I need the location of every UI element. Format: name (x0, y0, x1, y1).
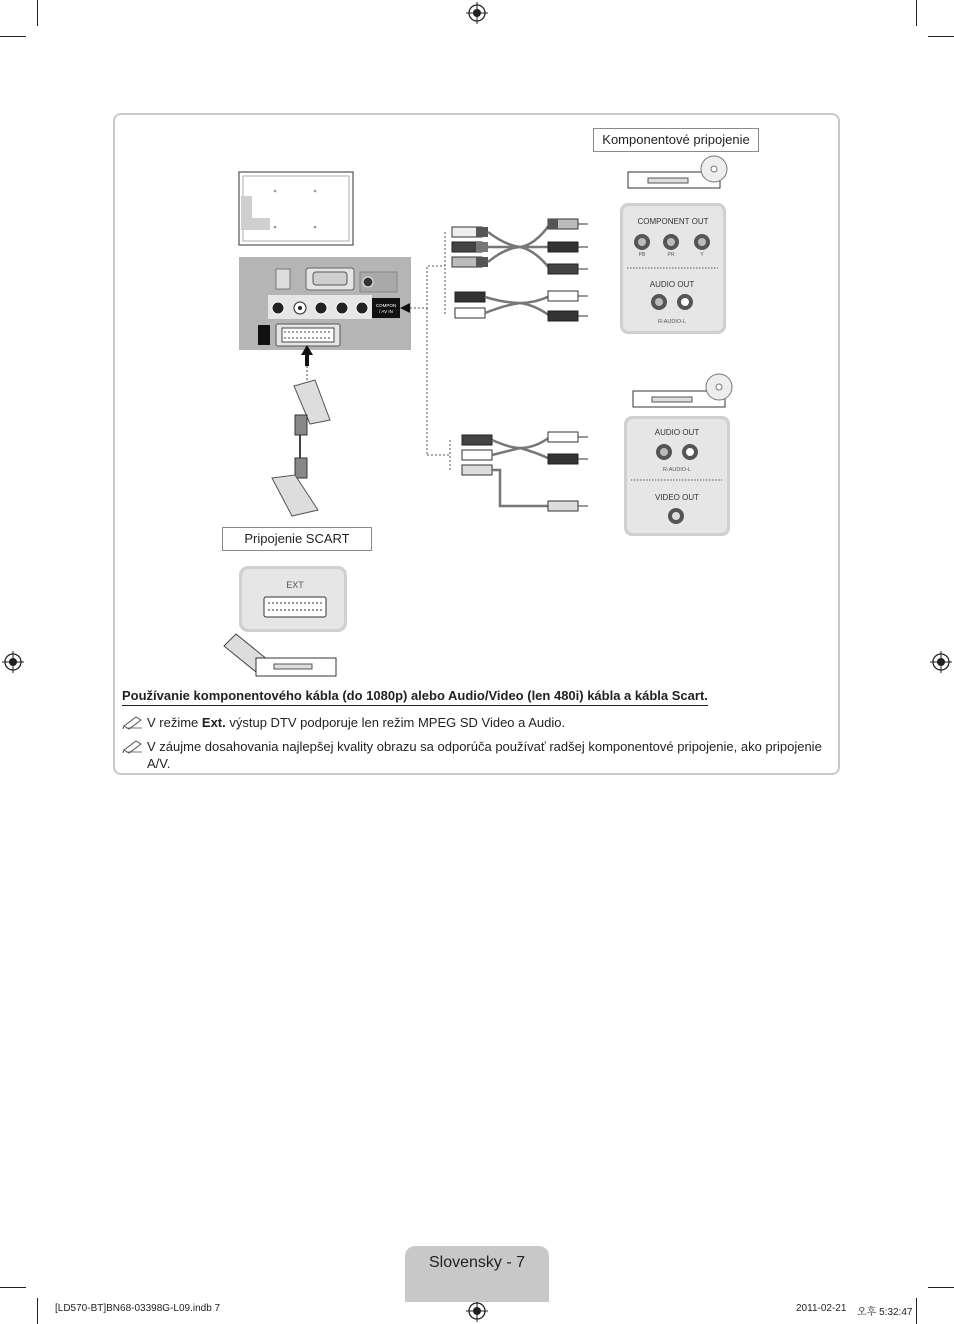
y-label: Y (700, 252, 704, 258)
component-cable (452, 219, 588, 274)
page-label: Slovensky - 7 (428, 1254, 526, 1271)
note-item (122, 738, 834, 772)
scart-player (224, 634, 336, 676)
note-item (122, 714, 834, 731)
r-audio-l-label: R-AUDIO-L (657, 319, 687, 325)
tv-back-illustration (239, 172, 353, 245)
dvd-player-av (633, 374, 732, 407)
pr-label: PR (667, 252, 675, 258)
crop-mark (928, 1287, 954, 1288)
scart-connection-label: Pripojenie SCART (222, 527, 372, 551)
footer-file: [LD570-BT]BN68-03398G-L09.indb 7 (55, 1303, 221, 1314)
footer-date: 2011-02-21 (796, 1303, 847, 1314)
crop-mark (916, 1298, 917, 1324)
dvd-player-component (628, 156, 727, 188)
component-out-label: COMPONENT OUT (637, 217, 709, 226)
component-connection-label: Komponentové pripojenie (593, 128, 759, 152)
av-cable (462, 432, 588, 511)
note-pencil-icon (122, 714, 144, 730)
registration-mark-icon (466, 1300, 488, 1322)
ext-panel (239, 566, 347, 632)
video-out-label: VIDEO OUT (654, 493, 700, 502)
svg-text:/ AV IN: / AV IN (379, 309, 393, 314)
note-bold-term: Ext. (201, 715, 226, 730)
section-heading: Používanie komponentového kábla (do 1080p) alebo Audio/Video (len 480i) kábla a kábla Scart. (122, 688, 708, 706)
crop-mark (37, 1298, 38, 1324)
av-out-panel (624, 416, 730, 536)
audio-out-label: AUDIO OUT (654, 428, 700, 437)
note-text: výstup DTV podporuje len režim MPEG SD Video a Audio. (225, 715, 566, 730)
page-number-tab (405, 1246, 549, 1302)
note-text: V režime (147, 715, 202, 730)
note-text: V záujme dosahovania najlepšej kvality obrazu sa odporúča používať radšej komponentové pripojenie, ako pripojenie A/V. (147, 739, 822, 771)
audio-out-label: AUDIO OUT (649, 280, 695, 289)
note-pencil-icon (122, 738, 144, 754)
pb-label: PB (638, 252, 646, 258)
audio-cable-1 (455, 291, 588, 321)
r-audio-l-label: R-AUDIO-L (662, 467, 692, 473)
footer-time: 오후 5:32:47 (857, 1307, 913, 1318)
tv-connector-panel (239, 257, 411, 350)
ext-label: EXT (286, 580, 304, 590)
component-out-panel (620, 203, 726, 334)
tv-component-in-label: COMPON (375, 303, 397, 308)
crop-mark (0, 1287, 26, 1288)
